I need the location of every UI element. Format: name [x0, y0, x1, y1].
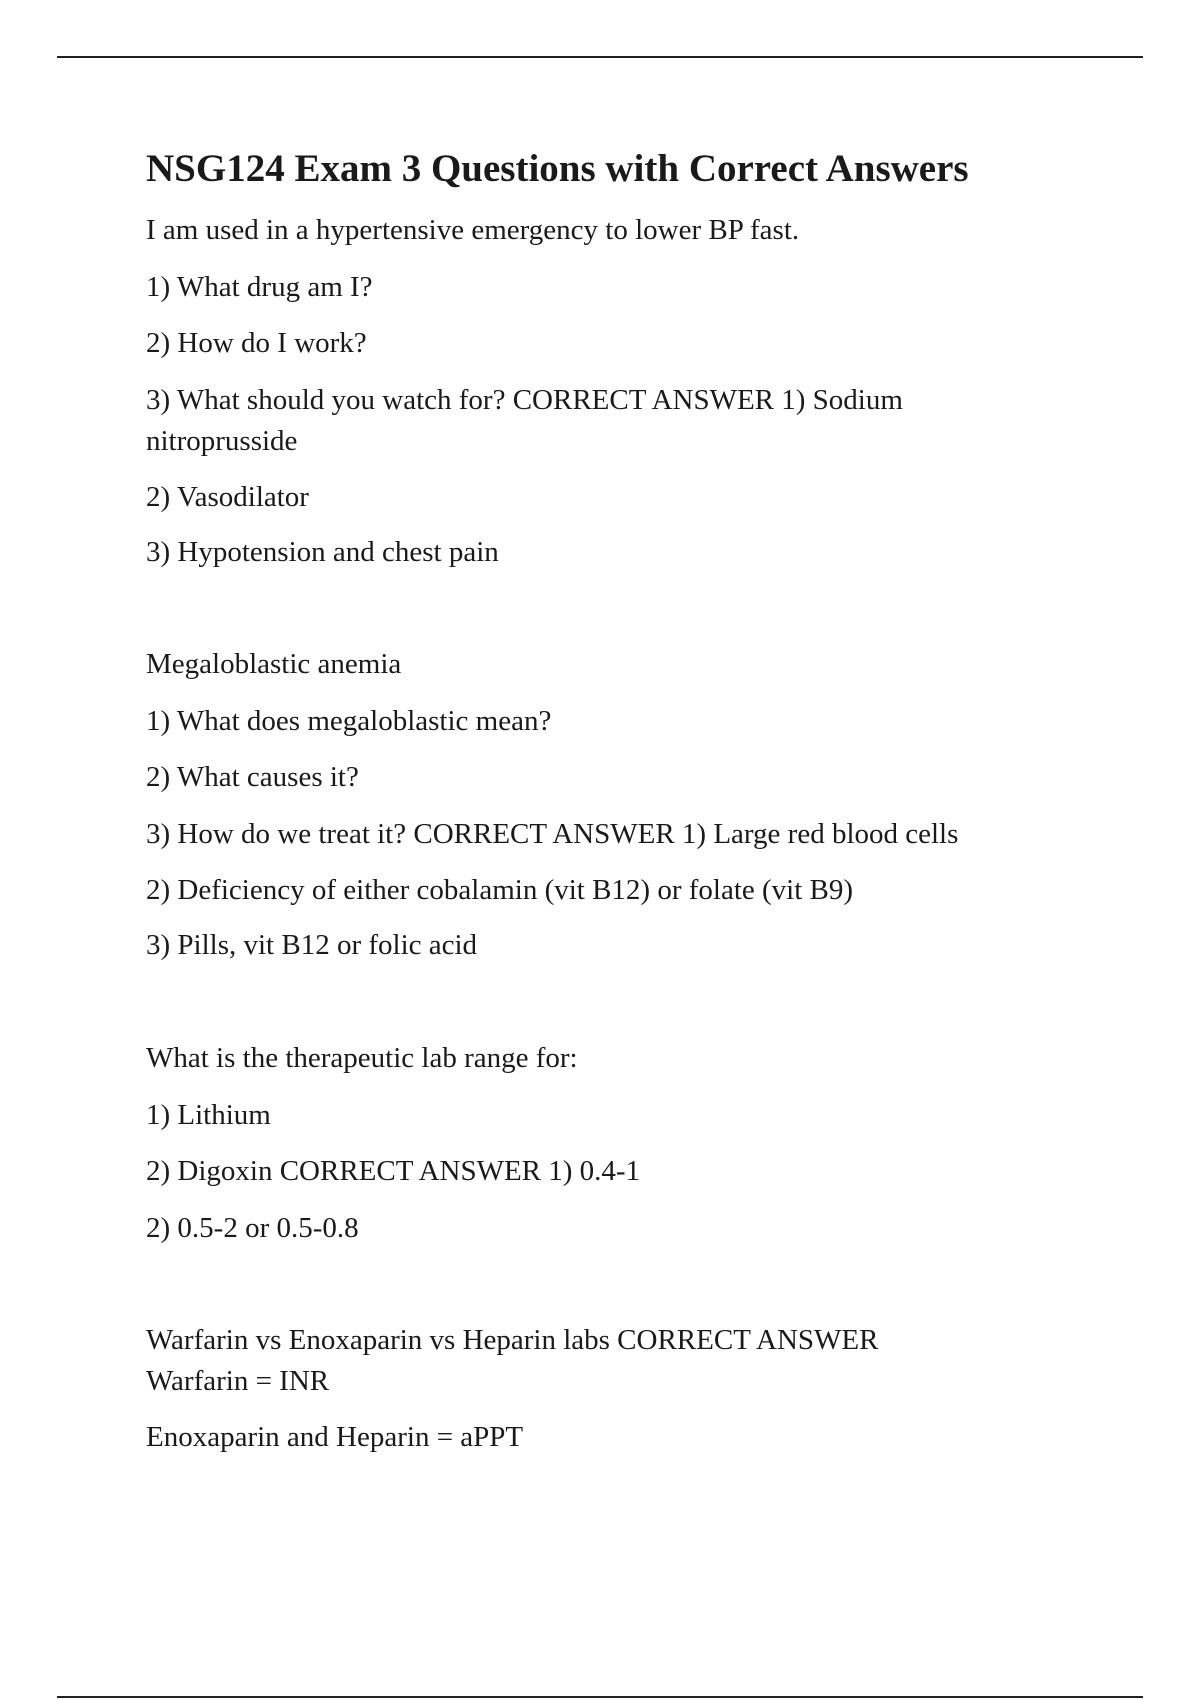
question-3-prompt: What is the therapeutic lab range for: — [146, 1042, 578, 1074]
question-4-answer-2: Enoxaparin and Heparin = aPPT — [146, 1421, 524, 1453]
top-rule — [57, 56, 1143, 58]
question-2-answer-2: 2) Deficiency of either cobalamin (vit B12) or folate (vit B9) — [146, 874, 854, 906]
document-title: NSG124 Exam 3 Questions with Correct Answers — [146, 147, 969, 190]
question-1-line-2: 2) How do I work? — [146, 327, 367, 359]
question-2-line-1: 1) What does megaloblastic mean? — [146, 705, 552, 737]
question-1-answer-3: 3) Hypotension and chest pain — [146, 536, 499, 568]
question-2-prompt: Megaloblastic anemia — [146, 648, 402, 680]
question-3-answer-2: 2) 0.5-2 or 0.5-0.8 — [146, 1212, 359, 1244]
question-2-answer-3: 3) Pills, vit B12 or folic acid — [146, 929, 478, 961]
question-2-line-2: 2) What causes it? — [146, 761, 359, 793]
question-2-line-3: 3) How do we treat it? CORRECT ANSWER 1) Large red blood cells — [146, 818, 959, 850]
question-1-answer-continued: nitroprusside — [146, 425, 298, 457]
question-1-prompt: I am used in a hypertensive emergency to lower BP fast. — [146, 214, 800, 246]
bottom-rule — [57, 1696, 1143, 1698]
question-4-prompt: Warfarin vs Enoxaparin vs Heparin labs CORRECT ANSWER — [146, 1324, 879, 1356]
question-1-line-3: 3) What should you watch for? CORRECT ANSWER 1) Sodium — [146, 384, 903, 416]
question-1-line-1: 1) What drug am I? — [146, 271, 373, 303]
question-1-answer-2: 2) Vasodilator — [146, 481, 309, 513]
question-3-line-1: 1) Lithium — [146, 1099, 271, 1131]
question-3-line-2: 2) Digoxin CORRECT ANSWER 1) 0.4-1 — [146, 1155, 641, 1187]
question-4-answer-1: Warfarin = INR — [146, 1365, 330, 1397]
